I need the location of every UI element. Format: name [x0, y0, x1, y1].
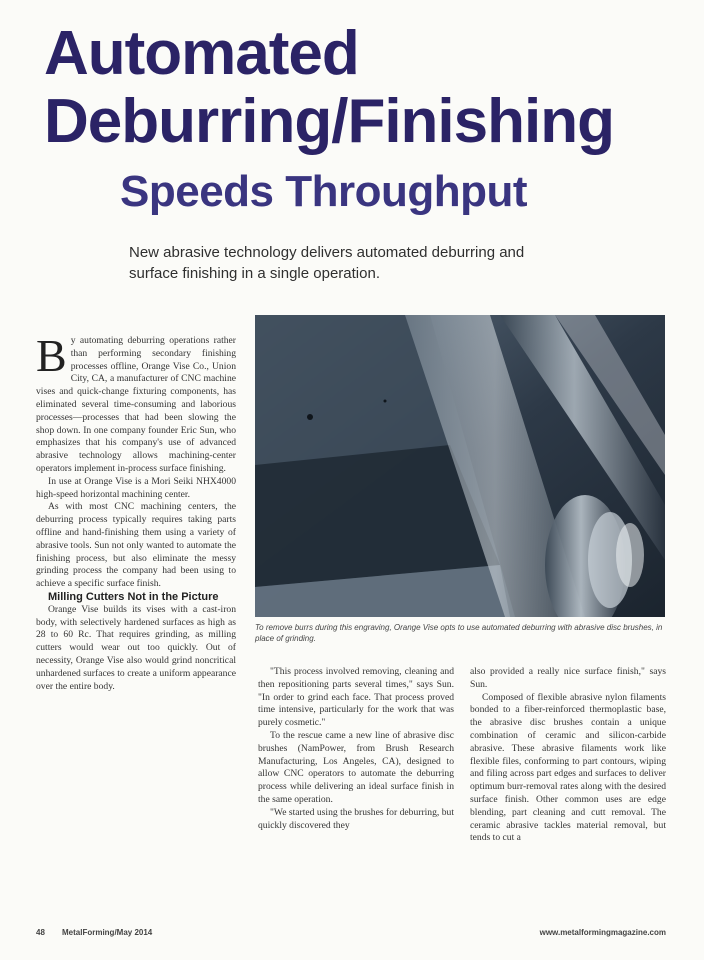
machining-photo — [255, 315, 665, 617]
headline-line-1: Automated — [44, 19, 359, 88]
paragraph: also provided a really nice surface finish," says Sun. — [470, 666, 666, 690]
lead-text: y automating deburring operations rather than performing secondary finishing processes offline, Orange Vise Co., Union City, CA, a manufacturer of CNC machine vises and quick-change fixturing components, has eliminated several time-consuming and laborious processes—processes that had been slowing the shop down. In one company founder Eric Sun, who emphasizes that his company's use of advanced abrasive technology allows machining-center operators implement in-process surface finishing. — [36, 335, 236, 474]
section-subhead: Milling Cutters Not in the Picture — [48, 590, 219, 603]
magazine-issue: MetalForming/May 2014 — [62, 928, 153, 937]
paragraph: Composed of flexible abrasive nylon filaments bonded to a fiber-reinforced thermoplastic base, the abrasive disc brushes contain a unique combination of ceramic and silicon-carbide abrasive. These abrasive filaments work like flexible files, conforming to part contours, wiping and filing across part edges and surfaces to deliver optimum burr-removal rates along with the desired surface finish. Other common uses are edge blending, part cleaning and cutt removal. The ceramic abrasive tackles material removal, but tends to cut a — [470, 691, 666, 844]
paragraph: "This process involved removing, cleaning and then repositioning parts several times," says Sun. "In order to grind each face. That process proved time intensive, particularly for the work that was purely cosmetic." — [258, 666, 454, 729]
headline-line-2: Deburring/Finishing — [44, 87, 614, 156]
photo-caption: To remove burrs during this engraving, Orange Vise opts to use automated deburring with abrasive disc brushes, in place of grinding. — [255, 623, 663, 643]
body-column-1 — [36, 330, 236, 693]
page-number: 48 — [36, 928, 45, 937]
headline-line-3: Speeds Throughput — [120, 167, 528, 216]
paragraph: "We started using the brushes for deburring, but quickly discovered they — [258, 806, 454, 831]
paragraph: To the rescue came a new line of abrasive disc brushes (NamPower, from Brush Research Manufacturing, Los Angeles, CA), designed to allow CNC operators to automate the deburring process while delivering an ideal surface finish in the same operation. — [258, 729, 454, 805]
lead-paragraph — [36, 330, 236, 476]
body-column-3 — [470, 666, 666, 845]
article-deck: New abrasive technology delivers automated deburring and surface finishing in a single operation. — [129, 244, 525, 282]
paragraph: In use at Orange Vise is a Mori Seiki NHX4000 high-speed horizontal machining center. — [36, 475, 236, 500]
paragraph: As with most CNC machining centers, the deburring process typically requires taking parts offline and hand-finishing them using a variety of abrasive tools. Sun not only wanted to automate the finishing process, but also eliminate the messy grinding process the company had been using to achieve a specific surface finish. — [36, 501, 236, 590]
drop-cap: B — [36, 330, 67, 381]
website-url: www.metalformingmagazine.com — [539, 928, 666, 937]
body-column-2 — [258, 666, 454, 832]
paragraph: Orange Vise builds its vises with a cast-iron body, with selectively hardened surfaces as high as 28 to 60 Rc. That requires grinding, as milling cutters would wear out too quickly. Out of necessity, Orange Vise also would grind noncritical unhardened surfaces to create a uniform appearance over the entire body. — [36, 603, 236, 692]
deburring-brush-image — [255, 315, 665, 617]
